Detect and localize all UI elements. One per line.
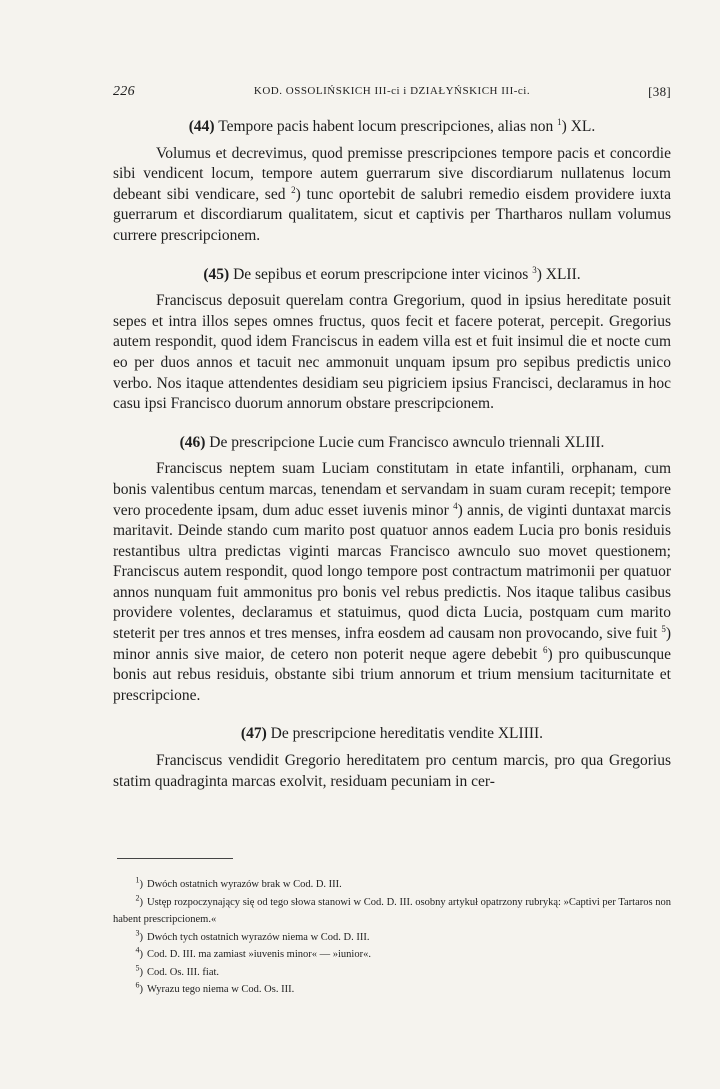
footnote-text: Wyrazu tego niema w Cod. Os. III. xyxy=(147,984,295,995)
section-num: (44) xyxy=(188,118,215,135)
section-heading: (44) Tempore pacis habent locum prescripciones, alias non $^1$) XL. xyxy=(188,116,596,135)
text-run: Franciscus neptem suam Luciam constitutam in etate infantili, orphanam, cum bonis valentibus centum marcas, tenendam et servandam in suam curam recepit; tempore vero procedente ipsam, dum aduc esset iuvenis minor xyxy=(113,460,671,519)
paragraph xyxy=(113,291,671,415)
footnote: $^3$) Dwóch tych ostatnich wyrazów niema w Cod. D. III. xyxy=(135,928,370,943)
footnote: $^2$) Ustęp rozpoczynający się od tego słowa stanowi w Cod. D. III. osobny artykuł opatrzony rubryką: »Captivi per Tartaros non habent prescripcionem.« xyxy=(113,893,671,925)
footnote: $^6$) Wyrazu tego niema w Cod. Os. III. xyxy=(135,980,295,995)
paragraph: Franciscus neptem suam Luciam constitutam in etate infantili, orphanam, cum bonis valentibus centum marcas, tenendam et servandam in suam curam recepit; tempore vero procedente ipsam, dum aduc esset iuvenis minor $^4$) annis, de viginti duntaxat marcis maritavit. Deinde stando cum marito post quatuor annos eadem Lucia pro bonis residuis restantibus ultra predictas viginti marcas Francisco awnculo suo movet questionem; Franciscus autem respondit, quod longo tempore post contractum matrimonii per quatuor annos nunquam fuit ammonitus pro bonis vel rebus predictis. Nos itaque talibus casibus providere volentes, declaramus et statuimus, quod dicta Lucia, postquam cum marito steterit per tres annos et tres menses, infra eosdem ad causam non provocando, sive fuit $^5$) minor annis sive maior, de cetero non poterit neque agere debebit $^6$) pro quibuscunque bonis aut rebus residuis, obstante sibi trium annorum et trium mensium taciturnitate et prescripcione. xyxy=(113,460,672,704)
footnote-text: Dwóch ostatnich wyrazów brak w Cod. D. III. xyxy=(147,879,342,890)
text-run: Franciscus deposuit querelam contra Gregorium, quod in ipsius hereditate posuit sepes et intra illos sepes omnes fructus, quos fecit et facere poterat, percepit. Gregorius autem respondit, quod idem Franciscus in eadem villa est et fuit insimul die et nocte cum eo per duos annos et tacuit nec ammonuit unquam ipsum pro sepibus predictis unico verbo. Nos itaque attendentes desidiam seu pigriciem ipsius Francisci, declaramus in hoc casu ipsi Francisco duorum annorum obstare prescripcionem. xyxy=(113,292,671,413)
footnote-mark: 3 xyxy=(135,928,140,937)
section-heading: (45) De sepibus et eorum prescripcione inter vicinos $^3$) XLII. xyxy=(203,264,581,283)
section-title: De prescripcione Lucie cum Francisco awnculo triennali XLIII. xyxy=(209,433,605,451)
footnote: $^1$) Dwóch ostatnich wyrazów brak w Cod. D. III. xyxy=(135,875,342,890)
footnote-text: Cod. Os. III. fiat. xyxy=(147,966,220,978)
footnote-mark: 6 xyxy=(135,980,140,990)
running-title: KOD. OSSOLIŃSKICH III-ci i DZIAŁYŃSKICH III-ci. xyxy=(253,85,531,97)
text-run: Franciscus vendidit Gregorio hereditatem pro centum marcis, pro qua Gregorius statim quadraginta marcas exolvit, residuam pecuniam in cer- xyxy=(113,752,671,790)
footnote-mark: 2 xyxy=(135,893,140,902)
section-num: (45) xyxy=(203,265,230,283)
text-run: Volumus et decrevimus, quod premisse prescripciones tempore pacis et concordie sibi vendicent locum, tempore autem guerrarum sive discordiarum nullatenus locum debeant sibi vendicare, sed xyxy=(113,144,671,203)
footnote: $^5$) Cod. Os. III. fiat. xyxy=(135,963,220,978)
section-heading xyxy=(113,724,671,745)
footnote-ref: 1 xyxy=(557,116,562,127)
footnote-ref: 2 xyxy=(291,184,296,195)
paragraph: Volumus et decrevimus, quod premisse prescripciones tempore pacis et concordie sibi vendicent locum, tempore autem guerrarum sive discordiarum nullatenus locum debeant sibi vendicare, sed $^2$) tunc oportebit de salubri remedio eisdem providere iuxta guerrarum et discordiarum qualitatem, sicut et captivis per Thartharos nullam volumus currere prescripcionem. xyxy=(113,144,671,244)
footnote-ref: 4 xyxy=(453,500,458,511)
section-number: [38] xyxy=(648,84,671,99)
section-title: De sepibus et eorum prescripcione inter vicinos xyxy=(233,265,529,283)
section-title: Tempore pacis habent locum prescripciones, alias non xyxy=(218,118,554,135)
footnote: $^4$) Cod. D. III. ma zamiast »iuvenis minor« — »iunior«. xyxy=(135,945,371,960)
section-title: De prescripcione hereditatis vendite XLIIII. xyxy=(270,725,544,743)
running-head xyxy=(113,84,671,102)
section-title-end: XLII. xyxy=(545,265,581,283)
main-text xyxy=(113,117,671,792)
paragraph xyxy=(113,751,671,792)
footnote-text: Ustęp rozpoczynający się od tego słowa stanowi w Cod. D. III. osobny artykuł opatrzony rubryką: »Captivi per Tartaros non habent prescripcionem.« xyxy=(113,896,671,925)
footnote-ref: 3 xyxy=(532,264,537,275)
text-run: tunc oportebit de salubri remedio eisdem providere iuxta guerrarum et discordiarum qualitatem, sicut et captivis per Thartharos nullam volumus currere prescripcionem. xyxy=(113,185,671,244)
text-run: pro quibuscunque bonis aut rebus residuis, obstante sibi trium annorum et trium mensium taciturnitate et prescripcione. xyxy=(113,645,672,704)
footnote-mark: 4 xyxy=(135,945,140,955)
footnotes xyxy=(113,876,671,999)
text-run: annis, de viginti duntaxat marcis maritavit. Deinde stando cum marito post quatuor annos eadem Lucia pro bonis residuis restantibus ultra predictas viginti marcas Francisco awnculo suo movet questionem; Franciscus autem respondit, quod longo tempore post contractum matrimonii per quatuor annos nunquam fuit ammonitus pro bonis vel rebus predictis. Nos itaque talibus casibus providere volentes, declaramus et statuimus, quod dicta Lucia, postquam cum marito steterit per tres annos et tres menses, infra eosdem ad causam non provocando, sive fuit xyxy=(113,501,672,643)
footnote-text: Dwóch tych ostatnich wyrazów niema w Cod. D. III. xyxy=(147,931,370,943)
section-num: (46) xyxy=(179,433,206,451)
footnote-divider xyxy=(117,858,233,859)
footnote-mark: 5 xyxy=(135,963,140,972)
text-run: minor annis sive maior, de cetero non poterit neque agere debebit xyxy=(113,645,538,663)
page-number: 226 xyxy=(113,84,135,99)
footnote-mark: 1 xyxy=(135,875,140,885)
footnote-ref: 6 xyxy=(543,644,548,655)
footnote-ref: 5 xyxy=(661,623,666,634)
footnote-text: Cod. D. III. ma zamiast »iuvenis minor« — »iunior«. xyxy=(147,949,371,960)
section-title-end: XL. xyxy=(570,118,596,135)
section-num: (47) xyxy=(240,725,267,743)
section-heading xyxy=(113,433,671,454)
